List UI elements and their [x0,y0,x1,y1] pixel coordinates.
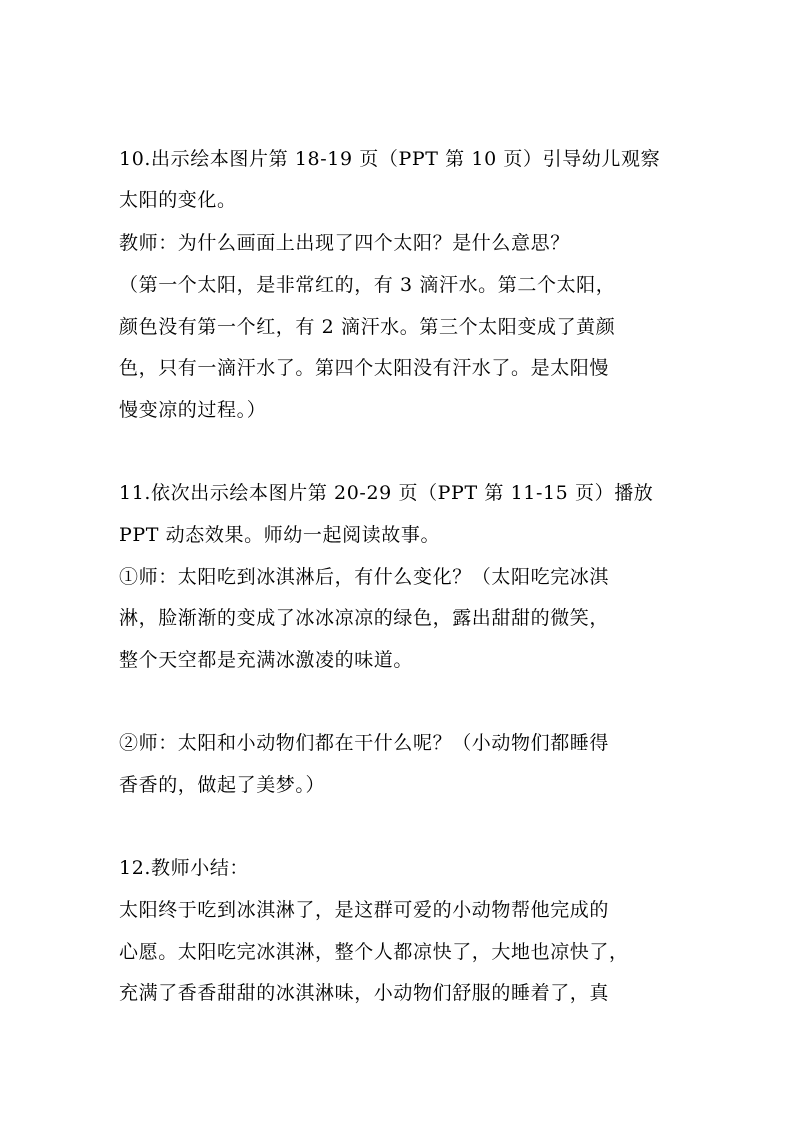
section12-heading: 12.教师小结： [119,857,250,879]
section10-answer-line3: 色，只有一滴汗水了。第四个太阳没有汗水了。是太阳慢 [119,357,610,379]
section11-item1-line3: 整个天空都是充满冰激凌的味道。 [119,649,414,671]
section10-heading-line1: 10.出示绘本图片第 18-19 页（PPT 第 10 页）引导幼儿观察 [119,148,661,170]
section11-item2-line1: ②师：太阳和小动物们都在干什么呢？（小动物们都睡得 [119,732,610,754]
section10-heading-line2: 太阳的变化。 [119,189,237,211]
section11-item1-line2: 淋，脸渐渐的变成了冰冰凉凉的绿色，露出甜甜的微笑， [119,607,610,629]
section10-answer-line1: （第一个太阳，是非常红的，有 3 滴汗水。第二个太阳， [119,274,616,296]
section11-item1-line1: ①师：太阳吃到冰淇淋后，有什么变化？（太阳吃完冰淇 [119,566,610,588]
section11-item2-line2: 香香的，做起了美梦。） [119,774,326,796]
section10-question: 教师：为什么画面上出现了四个太阳？是什么意思？ [119,232,570,254]
section12-body-line1: 太阳终于吃到冰淇淋了，是这群可爱的小动物帮他完成的 [119,899,610,921]
section12-body-line2: 心愿。太阳吃完冰淇淋，整个人都凉快了，大地也凉快了， [119,941,629,963]
section10-answer-line4: 慢变凉的过程。） [119,399,267,421]
section10-answer-line2: 颜色没有第一个红，有 2 滴汗水。第三个太阳变成了黄颜 [119,316,616,338]
section12-body-line3: 充满了香香甜甜的冰淇淋味，小动物们舒服的睡着了，真 [119,982,610,1004]
section11-heading-line2: PPT 动态效果。师幼一起阅读故事。 [119,524,441,546]
section11-heading-line1: 11.依次出示绘本图片第 20-29 页（PPT 第 11-15 页）播放 [119,482,654,504]
